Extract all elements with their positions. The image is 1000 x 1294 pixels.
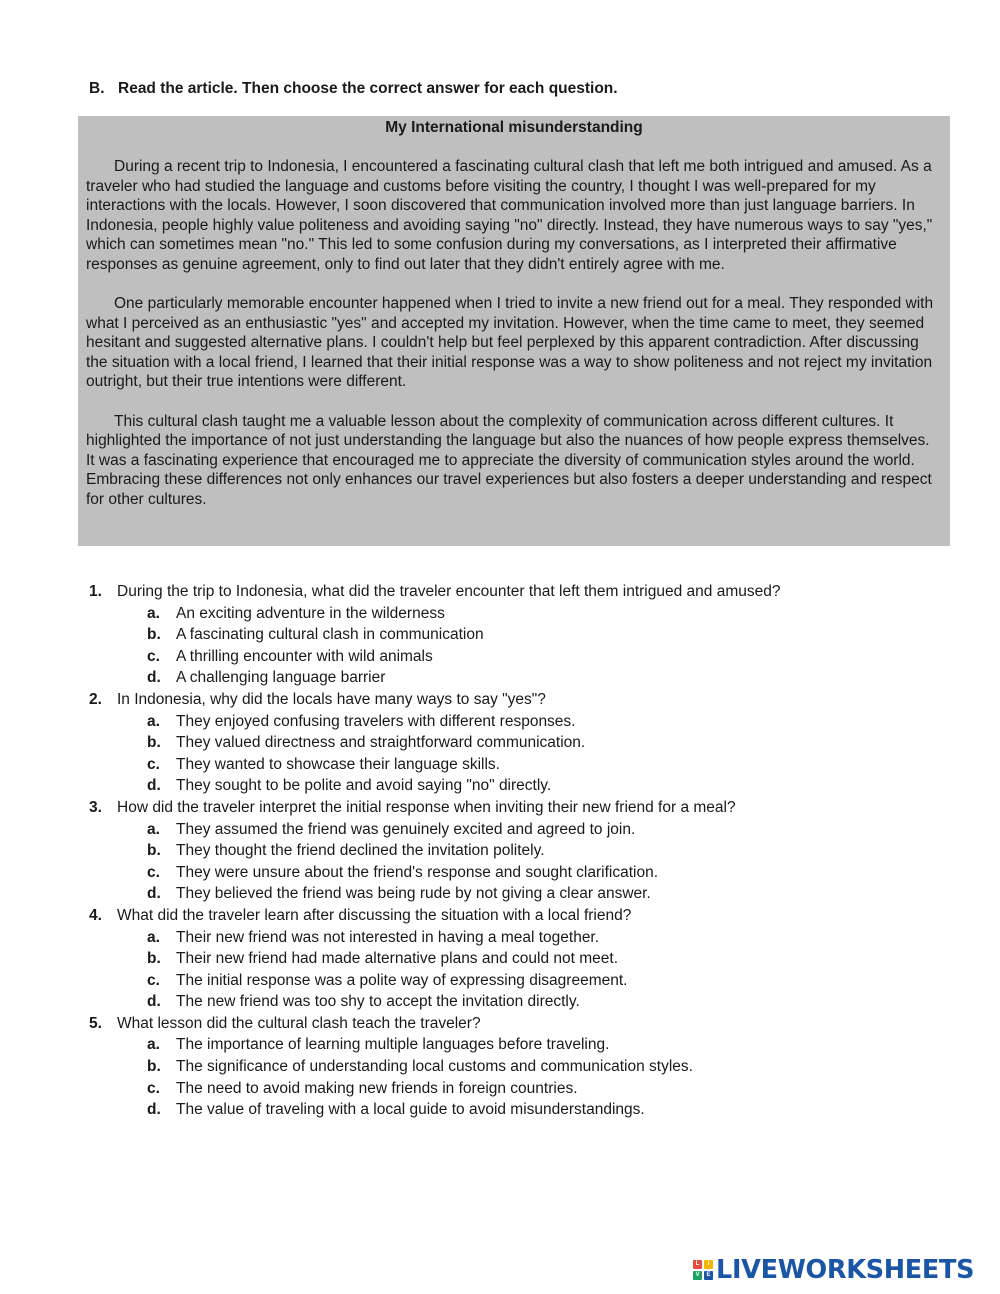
option-text: The new friend was too shy to accept the invitation directly. bbox=[176, 993, 580, 1011]
option-text: A fascinating cultural clash in communication bbox=[176, 626, 484, 644]
option-letter: b. bbox=[147, 626, 161, 644]
liveworksheets-logo bbox=[693, 1255, 974, 1285]
option-letter: c. bbox=[147, 863, 160, 881]
option-letter: a. bbox=[147, 820, 160, 838]
answer-option[interactable] bbox=[89, 775, 969, 797]
option-letter: b. bbox=[147, 842, 161, 860]
option-text: The initial response was a polite way of expressing disagreement. bbox=[176, 971, 628, 989]
question-row bbox=[89, 689, 969, 711]
option-text: The value of traveling with a local guide to avoid misunderstandings. bbox=[176, 1101, 645, 1119]
question-row bbox=[89, 905, 969, 927]
option-text: The need to avoid making new friends in foreign countries. bbox=[176, 1079, 578, 1097]
section-letter: B. bbox=[89, 80, 105, 97]
answer-option[interactable] bbox=[89, 927, 969, 949]
option-letter: a. bbox=[147, 1036, 160, 1054]
option-letter: b. bbox=[147, 1058, 161, 1076]
option-letter: b. bbox=[147, 950, 161, 968]
answer-option[interactable] bbox=[89, 948, 969, 970]
question-text: How did the traveler interpret the initial response when inviting their new friend for a meal? bbox=[117, 798, 736, 816]
option-letter: a. bbox=[147, 604, 160, 622]
article-title: My International misunderstanding bbox=[385, 119, 643, 136]
question-item bbox=[89, 905, 969, 1013]
section-instruction: Read the article. Then choose the correct answer for each question. bbox=[118, 80, 618, 97]
option-letter: c. bbox=[147, 1079, 160, 1097]
question-number: 4. bbox=[89, 906, 102, 924]
answer-option[interactable] bbox=[89, 1078, 969, 1100]
article-paragraph: During a recent trip to Indonesia, I encountered a fascinating cultural clash that left me both intrigued and amused. As a traveler who had studied the language and customs before visiting the country, I thought I was well-prepared for my interactions with the locals. However, I soon discovered that communication involved more than just language barriers. In Indonesia, people highly value politeness and avoiding saying "no" directly. Instead, they have numerous ways to say "yes," which can sometimes mean "no." This led to some confusion during my conversations, as I interpreted their affirmative responses as genuine agreement, only to find out later that they didn't entirely agree with me. bbox=[86, 158, 933, 273]
option-text: They were unsure about the friend's response and sought clarification. bbox=[176, 863, 659, 881]
liveworksheets-logo-icon bbox=[693, 1260, 713, 1280]
option-letter: d. bbox=[147, 669, 161, 687]
option-text: They assumed the friend was genuinely excited and agreed to join. bbox=[176, 820, 636, 838]
logo-square: E bbox=[704, 1271, 713, 1280]
question-number: 2. bbox=[89, 690, 102, 708]
option-text: They valued directness and straightforward communication. bbox=[176, 734, 586, 752]
article-paragraph: This cultural clash taught me a valuable lesson about the complexity of communication across different cultures. It highlighted the importance of not just understanding the language but also the nuances of how people express themselves. It was a fascinating experience that encouraged me to appreciate the diversity of communication styles around the world. Embracing these differences not only enhances our travel experiences but also fosters a deeper understanding and respect for other cultures. bbox=[86, 412, 932, 508]
question-row bbox=[89, 581, 969, 603]
answer-option[interactable] bbox=[89, 991, 969, 1013]
option-letter: c. bbox=[147, 971, 160, 989]
question-number: 1. bbox=[89, 583, 102, 600]
logo-square: L bbox=[693, 1260, 702, 1269]
logo-text: LIVEWORKSHEETS bbox=[716, 1255, 975, 1285]
answer-option[interactable] bbox=[89, 667, 969, 689]
option-text: An exciting adventure in the wilderness bbox=[176, 604, 445, 622]
answer-option[interactable] bbox=[89, 624, 969, 646]
option-letter: a. bbox=[147, 712, 160, 730]
option-text: The significance of understanding local customs and communication styles. bbox=[176, 1058, 693, 1076]
answer-option[interactable] bbox=[89, 883, 969, 905]
section-heading bbox=[89, 80, 618, 98]
answer-option[interactable] bbox=[89, 1034, 969, 1056]
option-text: Their new friend had made alternative plans and could not meet. bbox=[176, 950, 619, 968]
question-row bbox=[89, 797, 969, 819]
question-text: What lesson did the cultural clash teach the traveler? bbox=[117, 1014, 481, 1032]
question-number: 5. bbox=[89, 1014, 102, 1032]
question-row bbox=[89, 1013, 969, 1035]
question-item bbox=[89, 689, 969, 797]
option-letter: d. bbox=[147, 1101, 161, 1119]
option-text: The importance of learning multiple languages before traveling. bbox=[176, 1036, 610, 1054]
answer-option[interactable] bbox=[89, 732, 969, 754]
option-letter: d. bbox=[147, 993, 161, 1011]
option-letter: b. bbox=[147, 734, 161, 752]
option-text: They enjoyed confusing travelers with different responses. bbox=[176, 712, 576, 730]
question-number: 3. bbox=[89, 798, 102, 816]
option-letter: c. bbox=[147, 647, 160, 665]
answer-option[interactable] bbox=[89, 862, 969, 884]
logo-square: V bbox=[693, 1271, 702, 1280]
answer-option[interactable] bbox=[89, 819, 969, 841]
article-paragraph: One particularly memorable encounter happened when I tried to invite a new friend out for a meal. They responded with what I perceived as an enthusiastic "yes" and accepted my invitation. However, when the time came to meet, they seemed hesitant and suggested alternative plans. I couldn't help but feel perplexed by this apparent contradiction. After discussing the situation with a local friend, I learned that their initial response was a way to show politeness and not reject my invitation outright, but their true intentions were different. bbox=[86, 295, 934, 391]
question-text: During the trip to Indonesia, what did the traveler encounter that left them intrigued and amused? bbox=[117, 583, 781, 600]
question-item bbox=[89, 797, 969, 905]
option-text: They wanted to showcase their language skills. bbox=[176, 755, 500, 773]
option-letter: d. bbox=[147, 777, 161, 795]
logo-square: I bbox=[704, 1260, 713, 1269]
option-letter: c. bbox=[147, 755, 160, 773]
question-item bbox=[89, 581, 969, 689]
question-text: What did the traveler learn after discussing the situation with a local friend? bbox=[117, 906, 632, 924]
answer-option[interactable] bbox=[89, 970, 969, 992]
option-text: They believed the friend was being rude by not giving a clear answer. bbox=[176, 885, 651, 903]
question-text: In Indonesia, why did the locals have many ways to say "yes"? bbox=[117, 690, 546, 708]
option-text: They sought to be polite and avoid saying "no" directly. bbox=[176, 777, 552, 795]
option-text: A challenging language barrier bbox=[176, 669, 386, 687]
option-letter: d. bbox=[147, 885, 161, 903]
option-letter: a. bbox=[147, 928, 160, 946]
answer-option[interactable] bbox=[89, 646, 969, 668]
option-text: Their new friend was not interested in having a meal together. bbox=[176, 928, 600, 946]
question-item bbox=[89, 1013, 969, 1121]
answer-option[interactable] bbox=[89, 1056, 969, 1078]
option-text: A thrilling encounter with wild animals bbox=[176, 647, 433, 665]
article-box bbox=[78, 116, 950, 546]
answer-option[interactable] bbox=[89, 840, 969, 862]
option-text: They thought the friend declined the invitation politely. bbox=[176, 842, 545, 860]
answer-option[interactable] bbox=[89, 1099, 969, 1121]
answer-option[interactable] bbox=[89, 711, 969, 733]
question-list bbox=[89, 581, 969, 1121]
answer-option[interactable] bbox=[89, 754, 969, 776]
answer-option[interactable] bbox=[89, 603, 969, 625]
